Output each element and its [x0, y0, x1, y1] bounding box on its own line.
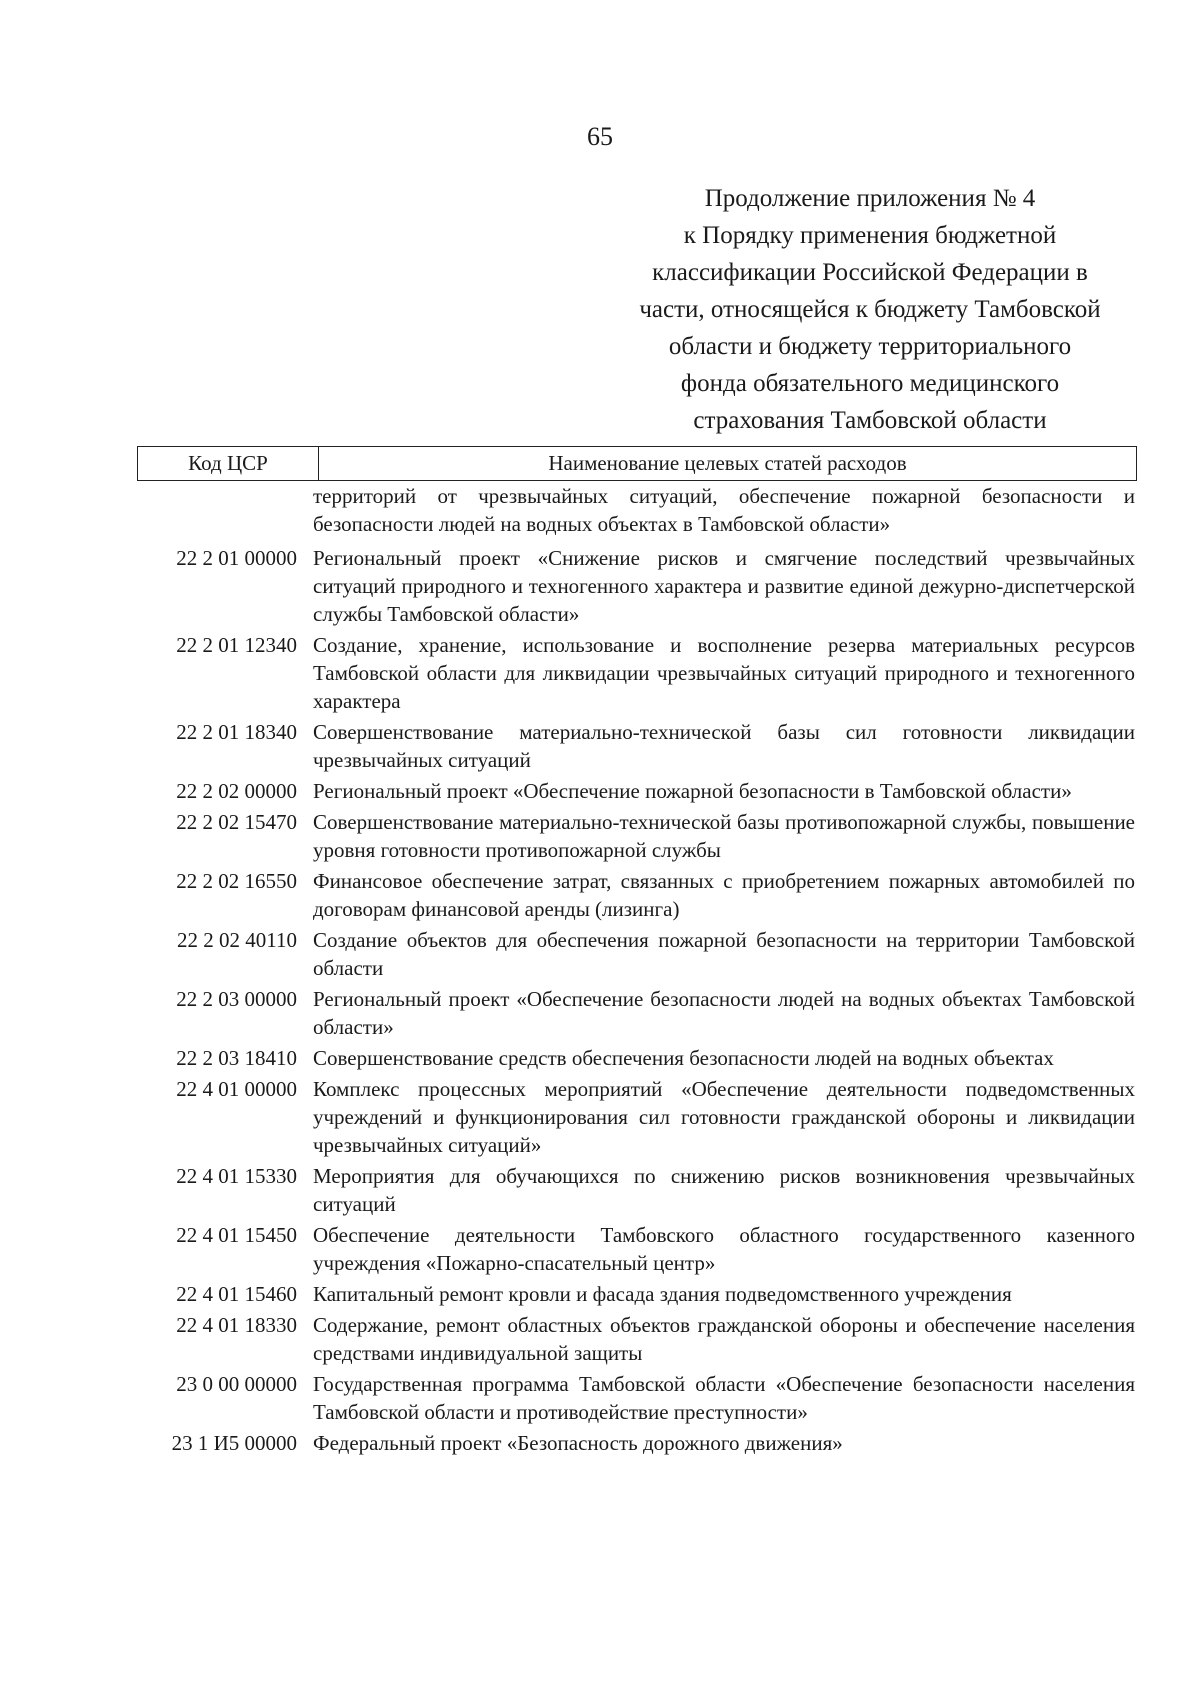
row-name: Комплекс процессных мероприятий «Обеспечение деятельности подведомственных учреждений и функционирования сил готовности гражданской обороны и ликвидации чрезвычайных ситуаций» [313, 1077, 1135, 1157]
appendix-line: классификации Российской Федерации в [652, 259, 1088, 286]
row-code: 22 2 03 18410 [176, 1046, 297, 1070]
appendix-line: области и бюджету территориального [668, 333, 1072, 360]
appendix-line: Продолжение приложения № 4 [704, 185, 1036, 212]
table-row [137, 1162, 1137, 1218]
table-row [137, 867, 1137, 923]
page-number: 65 [587, 122, 613, 151]
row-code: 22 2 01 00000 [176, 546, 297, 570]
table-row [137, 1429, 1137, 1457]
table-row [137, 1311, 1137, 1367]
row-code: 22 2 02 15470 [176, 810, 297, 834]
table-row [137, 808, 1137, 864]
table-row [137, 482, 1137, 538]
header-code: Код ЦСР [138, 447, 319, 480]
row-name: Региональный проект «Обеспечение безопасности людей на водных объектах Тамбовской области» [313, 987, 1135, 1039]
row-name: Обеспечение деятельности Тамбовского областного государственного казенного учреждения «Пожарно-спасательный центр» [313, 1223, 1135, 1275]
table-row [137, 1280, 1137, 1308]
row-name: Создание, хранение, использование и восполнение резерва материальных ресурсов Тамбовской области для ликвидации чрезвычайных ситуаций природного и техногенного характера [313, 633, 1135, 713]
row-code [137, 482, 307, 538]
row-name: Совершенствование материально-технической базы противопожарной службы, повышение уровня готовности противопожарной службы [313, 810, 1135, 862]
table-row [137, 544, 1137, 628]
row-name: Капитальный ремонт кровли и фасада здания подведомственного учреждения [313, 1282, 1012, 1306]
table-row [137, 777, 1137, 805]
row-code: 22 2 02 00000 [176, 779, 297, 803]
table-row [137, 718, 1137, 774]
row-code: 23 0 00 00000 [176, 1372, 297, 1396]
row-code: 22 2 01 18340 [176, 720, 297, 744]
appendix-heading [620, 180, 1120, 439]
row-name: Федеральный проект «Безопасность дорожного движения» [313, 1431, 843, 1455]
row-code: 22 2 03 00000 [176, 987, 297, 1011]
row-code: 22 2 01 12340 [176, 633, 297, 657]
table-body [137, 482, 1137, 1460]
appendix-line: к Порядку применения бюджетной [683, 222, 1057, 249]
row-name: Региональный проект «Снижение рисков и смягчение последствий чрезвычайных ситуаций природного и техногенного характера и развитие единой дежурно-диспетчерской службы Тамбовской области» [313, 546, 1135, 626]
header-name: Наименование целевых статей расходов [548, 451, 907, 475]
row-code: 22 4 01 15460 [176, 1282, 297, 1306]
appendix-line: фонда обязательного медицинского [680, 370, 1060, 397]
appendix-line: страхования Тамбовской области [693, 407, 1047, 434]
row-code: 22 4 01 15450 [176, 1223, 297, 1247]
row-code: 22 2 02 16550 [176, 869, 297, 893]
appendix-line: части, относящейся к бюджету Тамбовской [639, 296, 1101, 323]
row-name: Совершенствование средств обеспечения безопасности людей на водных объектах [313, 1046, 1054, 1070]
table-row [137, 1221, 1137, 1277]
table-row [137, 1075, 1137, 1159]
table-header [137, 446, 1137, 481]
row-code: 22 4 01 00000 [176, 1077, 297, 1101]
table-row [137, 985, 1137, 1041]
row-name: Создание объектов для обеспечения пожарной безопасности на территории Тамбовской области [313, 928, 1135, 980]
row-name: Мероприятия для обучающихся по снижению рисков возникновения чрезвычайных ситуаций [313, 1164, 1135, 1216]
table-row [137, 926, 1137, 982]
row-code: 23 1 И5 00000 [171, 1431, 297, 1455]
row-code: 22 4 01 18330 [176, 1313, 297, 1337]
row-name: Региональный проект «Обеспечение пожарной безопасности в Тамбовской области» [313, 779, 1072, 803]
row-name: Государственная программа Тамбовской области «Обеспечение безопасности населения Тамбовской области и противодействие преступности» [313, 1372, 1135, 1424]
table-row [137, 631, 1137, 715]
row-name: Совершенствование материально-технической базы сил готовности ликвидации чрезвычайных ситуаций [313, 720, 1135, 772]
row-name: Содержание, ремонт областных объектов гражданской обороны и обеспечение населения средствами индивидуальной защиты [313, 1313, 1135, 1365]
table-row [137, 1370, 1137, 1426]
row-name: территорий от чрезвычайных ситуаций, обеспечение пожарной безопасности и безопасности людей на водных объектах в Тамбовской области» [313, 484, 1135, 536]
row-code: 22 4 01 15330 [176, 1164, 297, 1188]
row-name: Финансовое обеспечение затрат, связанных с приобретением пожарных автомобилей по договорам финансовой аренды (лизинга) [313, 869, 1135, 921]
row-code: 22 2 02 40110 [177, 928, 297, 952]
table-row [137, 1044, 1137, 1072]
